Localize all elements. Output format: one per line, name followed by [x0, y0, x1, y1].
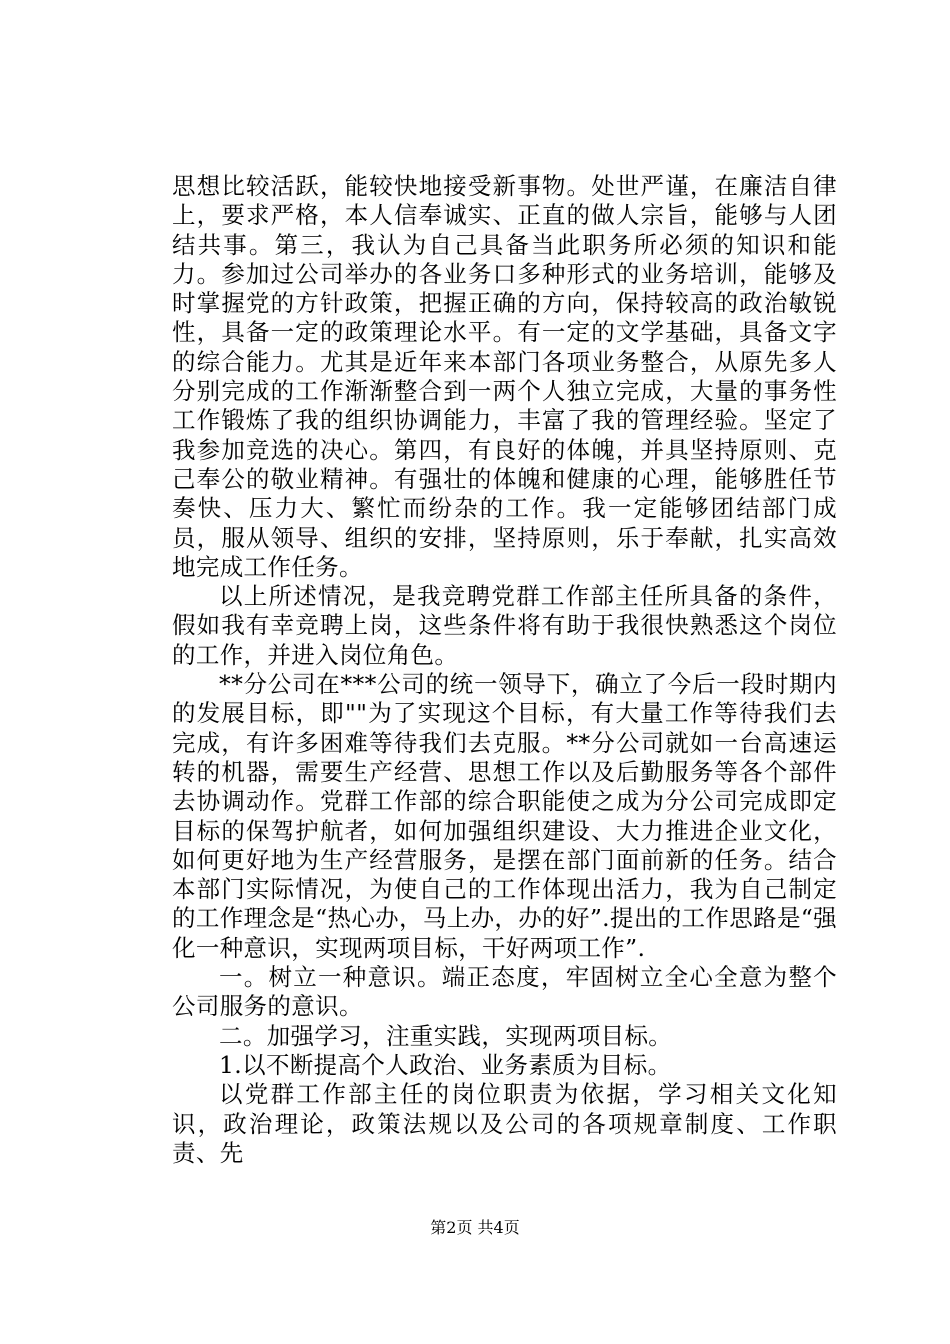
paragraph-summary: 以上所述情况，是我竞聘党群工作部主任所具备的条件，假如我有幸竞聘上岗，这些条件将有助于我很快熟悉这个岗位的工作，并进入岗位角色。 [172, 582, 837, 669]
document-body [172, 172, 837, 1168]
paragraph-point-two: 二。加强学习，注重实践，实现两项目标。 [219, 1021, 673, 1050]
paragraph-qualifications: 思想比较活跃，能较快地接受新事物。处世严谨，在廉洁自律上，要求严格，本人信奉诚实、正直的做人宗旨，能够与人团结共事。第三，我认为自己具备当此职务所必须的知识和能力。参加过公司举办的各业务口多种形式的业务培训，能够及时掌握党的方针政策，把握正确的方向，保持较高的政治敏锐性，具备一定的政策理论水平。有一定的文学基础，具备文字的综合能力。尤其是近年来本部门各项业务整合，从原先多人分别完成的工作渐渐整合到一两个人独立完成，大量的事务性工作锻炼了我的组织协调能力，丰富了我的管理经验。坚定了我参加竞选的决心。第四，有良好的体魄，并具坚持原则、克己奉公的敬业精神。有强壮的体魄和健康的心理，能够胜任节奏快、压力大、繁忙而纷杂的工作。我一定能够团结部门成员，服从领导、组织的安排，坚持原则，乐于奉献，扎实高效地完成工作任务。 [172, 172, 837, 581]
paragraph-subpoint-one: 1.以不断提高个人政治、业务素质为目标。 [219, 1050, 672, 1079]
paragraph-goals: **分公司在***公司的统一领导下，确立了今后一段时期内的发展目标，即""为了实现这个目标，有大量工作等待我们去完成，有许多困难等待我们去克服。**分公司就如一台高速运转的机器，需要生产经营、思想工作以及后勤服务等各个部件去协调动作。党群工作部的综合职能使之成为分公司完成即定目标的保驾护航者，如何加强组织建设、大力推进企业文化，如何更好地为生产经营服务，是摆在部门面前新的任务。结合本部门实际情况，为使自己的工作体现出活力，我为自己制定的工作理念是“热心办，马上办，办的好”.提出的工作思路是“强化一种意识，实现两项目标，干好两项工作”. [172, 670, 838, 962]
page-number-footer: 第2页 共4页 [430, 1218, 520, 1237]
paragraph-point-one: 一。树立一种意识。端正态度，牢固树立全心全意为整个公司服务的意识。 [172, 963, 837, 1021]
paragraph-study: 以党群工作部主任的岗位职责为依据，学习相关文化知识，政治理论，政策法规以及公司的各项规章制度、工作职责、先 [172, 1080, 837, 1167]
